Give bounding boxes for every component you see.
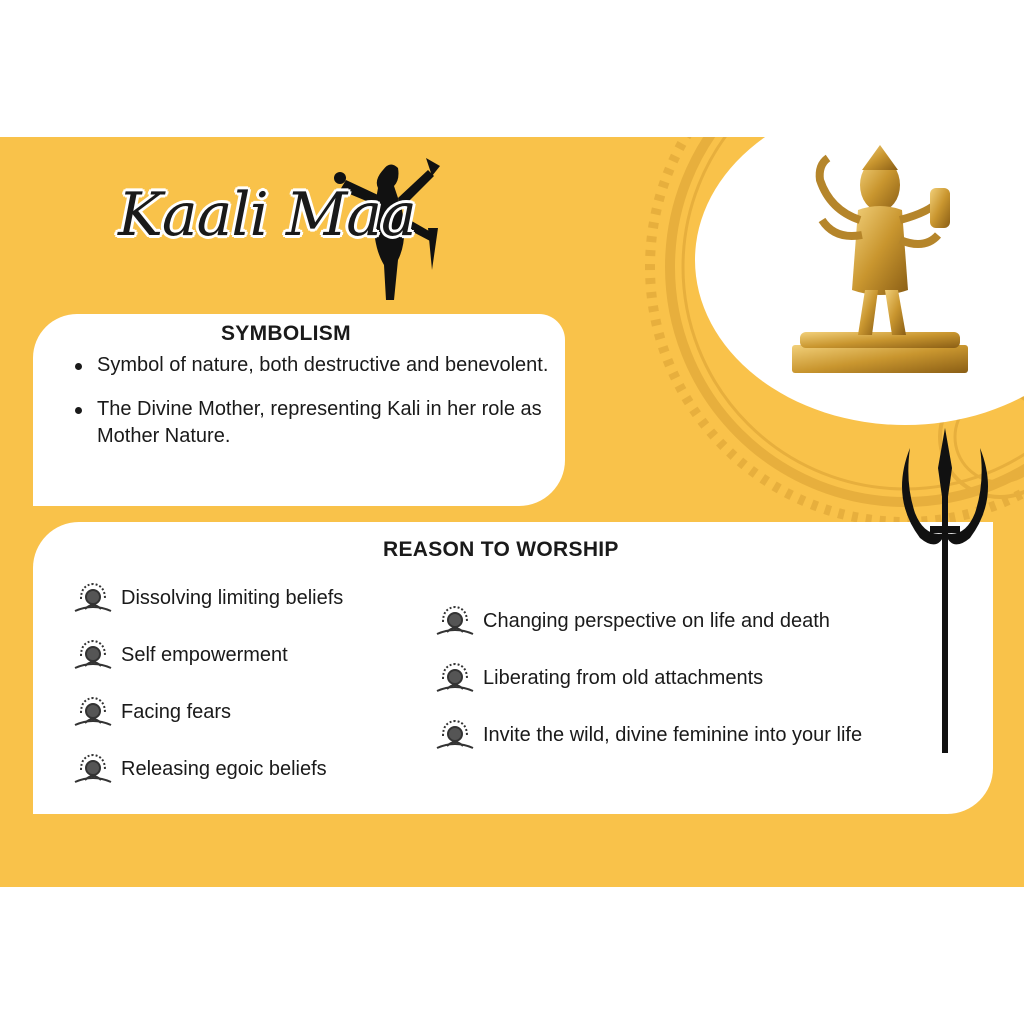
- symbolism-card: [33, 314, 565, 506]
- reason-item: [69, 749, 327, 789]
- reason-text: Self empowerment: [121, 643, 288, 666]
- reason-item: [431, 658, 763, 698]
- kaali-face-icon: [69, 638, 117, 672]
- kaali-face-icon: [431, 604, 479, 638]
- reason-text: Liberating from old attachments: [483, 666, 764, 689]
- kaali-face-icon: [69, 695, 117, 729]
- reason-to-worship-title: REASON TO WORSHIP: [383, 538, 619, 561]
- kaali-maa-logo: [118, 160, 458, 310]
- reason-item: [69, 692, 231, 732]
- kaali-face-icon: [431, 718, 479, 752]
- reason-text: Invite the wild, divine feminine into your life: [483, 723, 863, 746]
- trishul-icon: [890, 428, 1000, 758]
- reason-item: [431, 601, 830, 641]
- reason-text: Releasing egoic beliefs: [121, 757, 327, 780]
- reason-to-worship-card: [33, 522, 993, 814]
- reason-text: Changing perspective on life and death: [483, 609, 830, 632]
- reason-item: [69, 635, 288, 675]
- kaali-face-icon: [69, 752, 117, 786]
- kaali-face-icon: [69, 581, 117, 615]
- kaali-face-icon: [431, 661, 479, 695]
- symbolism-title: SYMBOLISM: [221, 322, 351, 345]
- logo-text: Kaali Maa: [118, 180, 416, 250]
- symbolism-item: Symbol of nature, both destructive and benevolent.: [73, 352, 553, 379]
- symbolism-item: The Divine Mother, representing Kali in her role as Mother Nature.: [73, 396, 553, 450]
- kaali-statue-image: [780, 140, 980, 380]
- reason-item: [69, 578, 343, 618]
- reason-text: Facing fears: [121, 700, 232, 723]
- reason-text: Dissolving limiting beliefs: [121, 586, 344, 609]
- reason-item: [431, 715, 862, 755]
- symbolism-list: [73, 352, 553, 467]
